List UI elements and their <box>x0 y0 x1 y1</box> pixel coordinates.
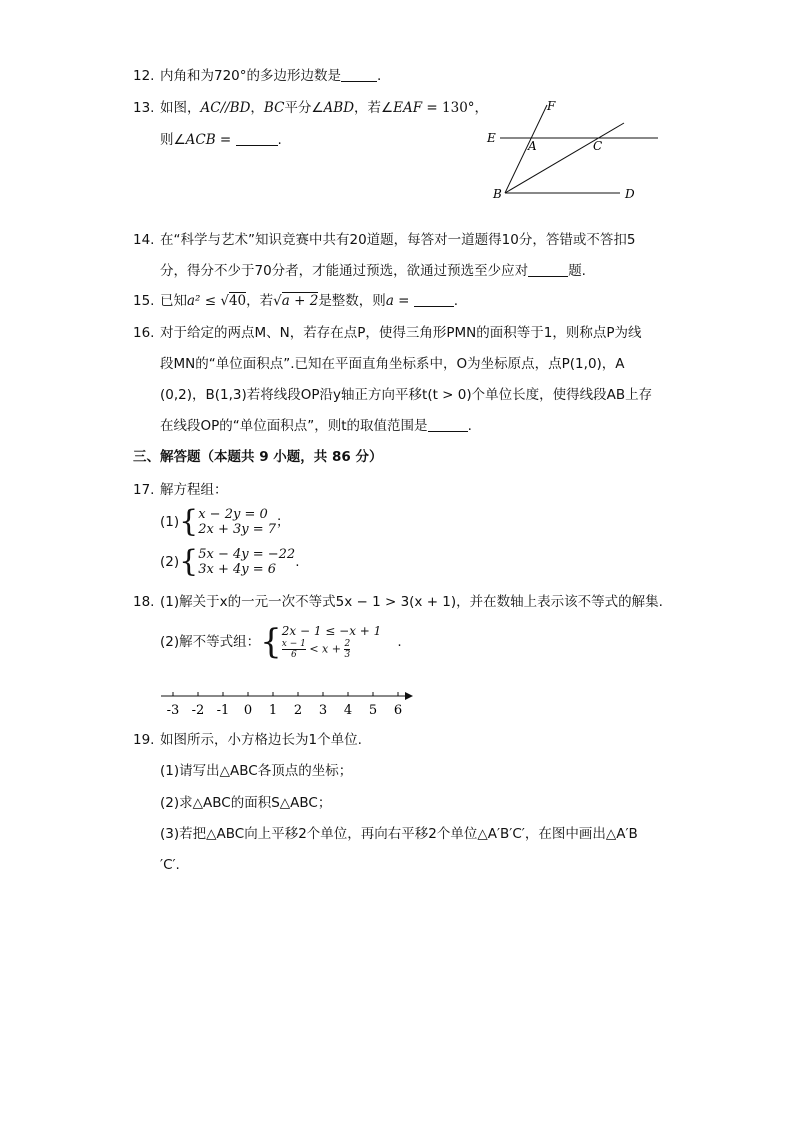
question-15: 15. 已知a² ≤ √40，若√a + 2是整数，则a = . <box>133 293 459 309</box>
q18-part2: (2)解不等式组：{ 2x − 1 ≤ −x + 1 $\frac{x - 1}{6}$ < x + $\frac{2}{3}$ . <box>160 622 402 662</box>
equation-system: x − 2y = 0 2x + 3y = 7 <box>198 507 277 537</box>
label-B: B <box>493 187 502 201</box>
answer-blank <box>236 131 278 146</box>
tick-label: 1 <box>268 703 278 718</box>
question-17: 17. 解方程组： <box>133 482 228 498</box>
label-E: E <box>487 131 496 145</box>
q13-geometry-figure <box>480 95 670 205</box>
question-number: 18. <box>133 594 155 610</box>
tick-label: -2 <box>191 703 205 718</box>
left-brace: { <box>260 622 282 662</box>
tick-label: 2 <box>293 703 303 718</box>
fraction: $\frac{x - 1}{6}$ <box>281 639 306 660</box>
q19-part3: (3)若把△ABC向上平移2个单位，再向右平移2个单位△A′B′C′，在图中画出△A′B <box>160 826 638 842</box>
question-number: 19. <box>133 732 155 748</box>
question-18: 18. (1)解关于x的一元一次不等式5x − 1 > 3(x + 1)，并在数轴上表示该不等式的解集. <box>133 594 663 610</box>
question-number: 17. <box>133 482 155 498</box>
label-D: D <box>625 187 635 201</box>
question-16-line2: 段MN的“单位面积点”.已知在平面直角坐标系中，O为坐标原点，点P(1,0)，A <box>160 356 625 372</box>
sqrt-a-plus-2: √a + 2 <box>273 293 319 309</box>
question-19: 19. 如图所示，小方格边长为1个单位. <box>133 732 362 748</box>
q17-part2: (2){ 5x − 4y = −22 3x + 4y = 6 . <box>160 544 300 579</box>
label-F: F <box>547 99 556 113</box>
tick-label: -3 <box>166 703 180 718</box>
tick-label: 3 <box>318 703 328 718</box>
answer-blank <box>428 417 468 432</box>
question-number: 16. <box>133 325 155 341</box>
q19-part1: (1)请写出△ABC各顶点的坐标； <box>160 763 353 779</box>
question-12: 12. 内角和为720°的多边形边数是 . <box>133 68 382 84</box>
question-16: 16. 对于给定的两点M、N，若存在点P，使得三角形PMN的面积等于1，则称点P为线 <box>133 325 642 341</box>
tick-label: 0 <box>243 703 253 718</box>
tick-label: 4 <box>343 703 353 718</box>
sqrt-40: √40 <box>220 293 247 309</box>
number-line-arrow <box>405 692 413 700</box>
line-BF <box>505 105 547 193</box>
question-number: 14. <box>133 232 155 248</box>
tick-label: 5 <box>368 703 378 718</box>
label-A: A <box>528 139 537 153</box>
fraction: $\frac{2}{3}$ <box>344 639 351 660</box>
question-text: 内角和为720°的多边形边数是 <box>160 68 342 84</box>
line-BC <box>505 123 624 193</box>
equation-system: 5x − 4y = −22 3x + 4y = 6 <box>198 547 296 577</box>
tick-label: 6 <box>393 703 403 718</box>
question-14-line2: 分，得分不少于70分者，才能通过预选，欲通过预选至少应对 题. <box>160 263 586 279</box>
question-14: 14. 在“科学与艺术”知识竞赛中共有20道题，每答对一道题得10分，答错或不答扣5 <box>133 232 636 248</box>
question-16-line3: (0,2)，B(1,3)若将线段OP沿y轴正方向平移t(t > 0)个单位长度，使得线段AB上存 <box>160 387 653 403</box>
question-13-line2: 则∠ACB = . <box>160 132 282 148</box>
answer-blank <box>341 67 377 82</box>
tick-label: -1 <box>216 703 230 718</box>
label-C: C <box>593 139 603 153</box>
answer-blank <box>528 262 568 277</box>
question-13: 13. 如图，AC//BD，BC平分∠ABD，若∠EAF = 130°， <box>133 100 489 116</box>
left-brace: { <box>179 544 199 579</box>
question-number: 13. <box>133 100 155 116</box>
q17-part1: (1){ x − 2y = 0 2x + 3y = 7 ； <box>160 504 290 539</box>
left-brace: { <box>179 504 199 539</box>
question-number: 12. <box>133 68 155 84</box>
question-number: 15. <box>133 293 155 309</box>
q19-part2: (2)求△ABC的面积S△ABC； <box>160 795 332 811</box>
answer-blank <box>414 292 454 307</box>
inequality-system: 2x − 1 ≤ −x + 1 $\frac{x - 1}{6}$ < x + $\frac{2}{3}$ <box>281 624 382 660</box>
q19-part3-cont: ′C′. <box>160 857 180 873</box>
number-line <box>155 686 425 718</box>
question-16-line4: 在线段OP的“单位面积点”，则t的取值范围是 . <box>160 418 472 434</box>
section-heading: 三、解答题（本题共 9 小题，共 86 分） <box>133 449 383 465</box>
